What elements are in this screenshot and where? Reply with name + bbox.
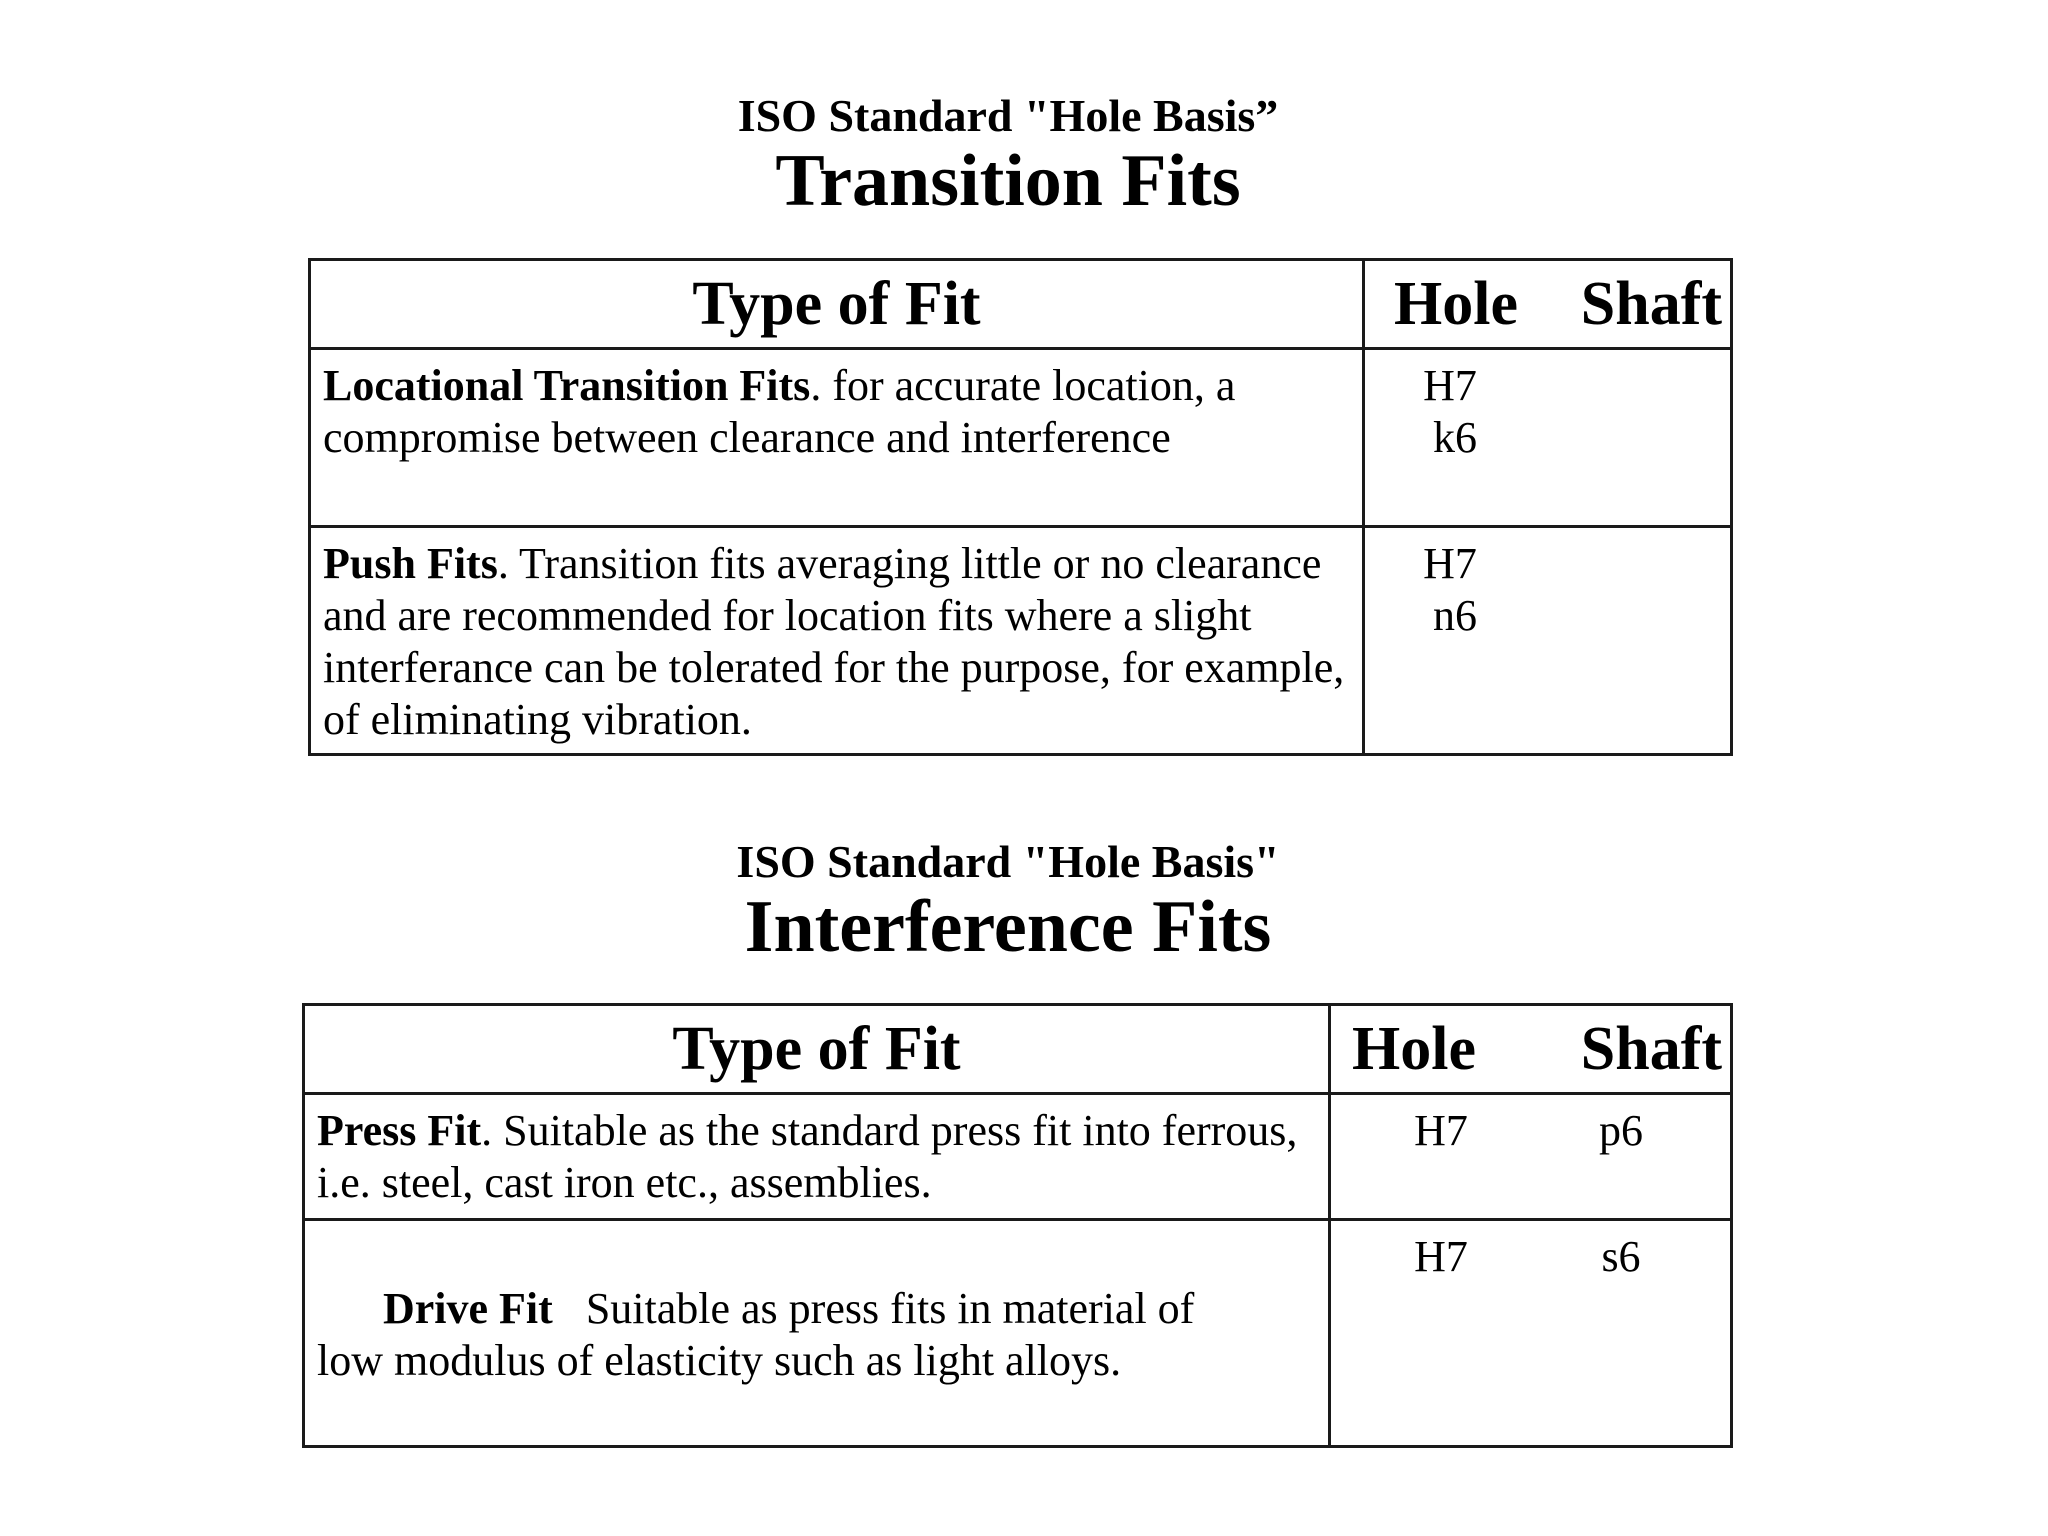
interference-subtitle: ISO Standard "Hole Basis" <box>736 836 1280 887</box>
header-type-of-fit: Type of Fit <box>304 1005 1330 1094</box>
fit-description <box>304 1220 1330 1447</box>
fit-description <box>310 527 1364 755</box>
fit-codes <box>1330 1220 1732 1447</box>
hole-code: H7 <box>1423 539 1477 588</box>
fit-codes <box>1364 527 1732 755</box>
table-row <box>310 527 1732 755</box>
header-hole: Hole <box>1352 1015 1476 1083</box>
transition-subtitle: ISO Standard "Hole Basis” <box>737 90 1279 141</box>
transition-fits-table <box>308 258 1733 756</box>
fit-description-text: . Suitable as the standard press fit into ferrous, i.e. steel, cast iron etc., assemblies. <box>317 1106 1298 1207</box>
header-shaft: Shaft <box>1580 270 1722 338</box>
table-row <box>304 1220 1732 1447</box>
table-row <box>310 349 1732 527</box>
fit-description <box>304 1094 1330 1220</box>
fit-name: Locational Transition Fits <box>323 361 811 410</box>
table-header-row <box>304 1005 1732 1094</box>
fit-description-text: Suitable as press fits in material of low modulus of elasticity such as light alloys. <box>317 1284 1206 1385</box>
hole-code: H7 <box>1414 1232 1468 1281</box>
shaft-code: p6 <box>1599 1106 1643 1155</box>
shaft-code: s6 <box>1601 1232 1641 1281</box>
fit-name: Drive Fit <box>383 1284 553 1333</box>
header-type-of-fit: Type of Fit <box>310 260 1364 349</box>
fit-codes <box>1330 1094 1732 1220</box>
header-hole-shaft <box>1364 260 1732 349</box>
header-hole: Hole <box>1394 270 1518 338</box>
interference-title: Interference Fits <box>744 886 1272 968</box>
header-shaft: Shaft <box>1580 1015 1722 1083</box>
table-header-row <box>310 260 1732 349</box>
shaft-code: k6 <box>1433 413 1477 462</box>
interference-fits-table <box>302 1003 1733 1448</box>
header-hole-shaft <box>1330 1005 1732 1094</box>
fit-description <box>310 349 1364 527</box>
fit-name: Push Fits <box>323 539 498 588</box>
fit-description-text: . for accurate location, a compromise between clearance and interference <box>323 361 1236 462</box>
table-row <box>304 1094 1732 1220</box>
hole-code: H7 <box>1423 361 1477 410</box>
hole-code: H7 <box>1414 1106 1468 1155</box>
fit-description-text: . Transition fits averaging little or no clearance and are recommended for location fits where a slight interferance can be tolerated for the purpose, for example, of eliminating vibration. <box>323 539 1345 744</box>
fit-name: Press Fit <box>317 1106 482 1155</box>
fit-codes <box>1364 349 1732 527</box>
shaft-code: n6 <box>1433 591 1477 640</box>
transition-title: Transition Fits <box>775 140 1241 222</box>
